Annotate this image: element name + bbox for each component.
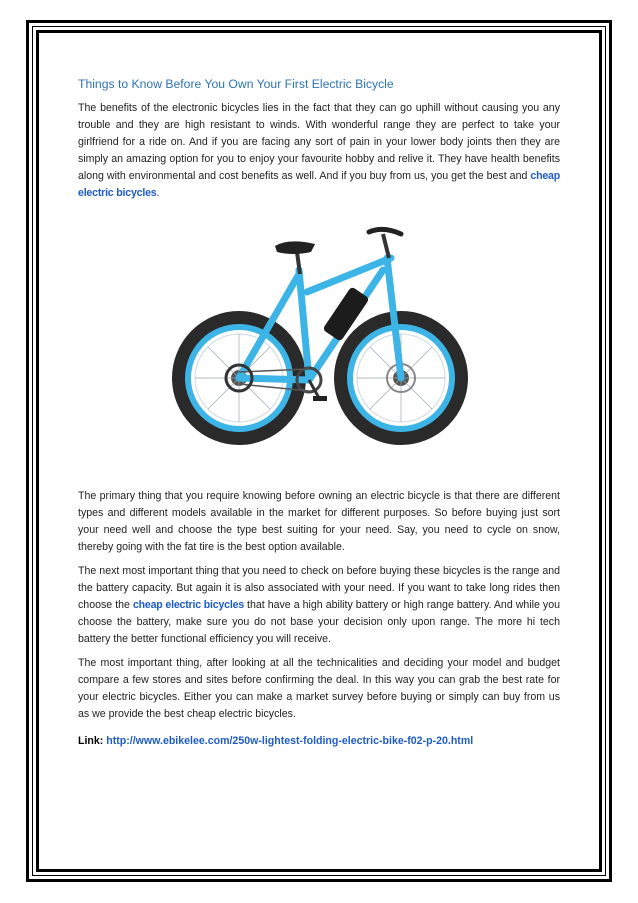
paragraph-bike-types: The primary thing that you require knowing before owning an electric bicycle is that there are different types and different models available in the market for different purposes. So before buying just sort your need well and choose the type best suiting for your need. Say, you need to cycle on snow, thereby going with the fat tire is the best option available. [78,490,560,553]
intro-end: . [156,187,160,199]
cheap-electric-bicycles-link[interactable]: cheap electric bicycles [78,170,560,199]
source-link-line [78,733,560,750]
paragraph-battery [78,563,560,648]
document-body [78,76,560,750]
paragraph-compare: The most important thing, after looking at all the technicalities and deciding your model and budget compare a few stores and sites before confirming the deal. In this way you can grab the best rate for your electric bicycles. Either you can make a market survey before buying or simply can buy from us as we provide the best cheap electric bicycles. [78,657,560,720]
bicycle-image [78,212,560,462]
link-label: Link: [78,735,104,747]
fat-tire-electric-bike-icon [169,212,469,462]
battery-text-after: that have a high ability battery or high range battery. And while you choose the battery, make sure you do not base your decision only upon range. The more hi tech battery the better functional efficiency you will receive. [78,599,560,645]
intro-text: The benefits of the electronic bicycles lies in the fact that they can go uphill without causing you any trouble and they are high resistant to winds. With wonderful range they are perfect to take your girlfriend for a ride on. And if you are facing any sort of pain in your lower body joints then they are simply an amazing option for you to enjoy your favourite hobby and relive it. They have health benefits along with environmental and cost benefits as well. And if you buy from us, you get the best and [78,102,560,182]
intro-paragraph [78,100,560,202]
battery-text-before: The next most important thing that you need to check on before buying these bicycles is the range and the battery capacity. But again it is also associated with your need. If you want to take long rides then choose the [78,565,560,611]
document-title: Things to Know Before You Own Your First Electric Bicycle [78,77,394,91]
product-url-link[interactable]: http://www.ebikelee.com/250w-lightest-folding-electric-bike-f02-p-20.html [106,735,474,747]
cheap-electric-bicycles-link-2[interactable]: cheap electric bicycles [132,599,244,611]
